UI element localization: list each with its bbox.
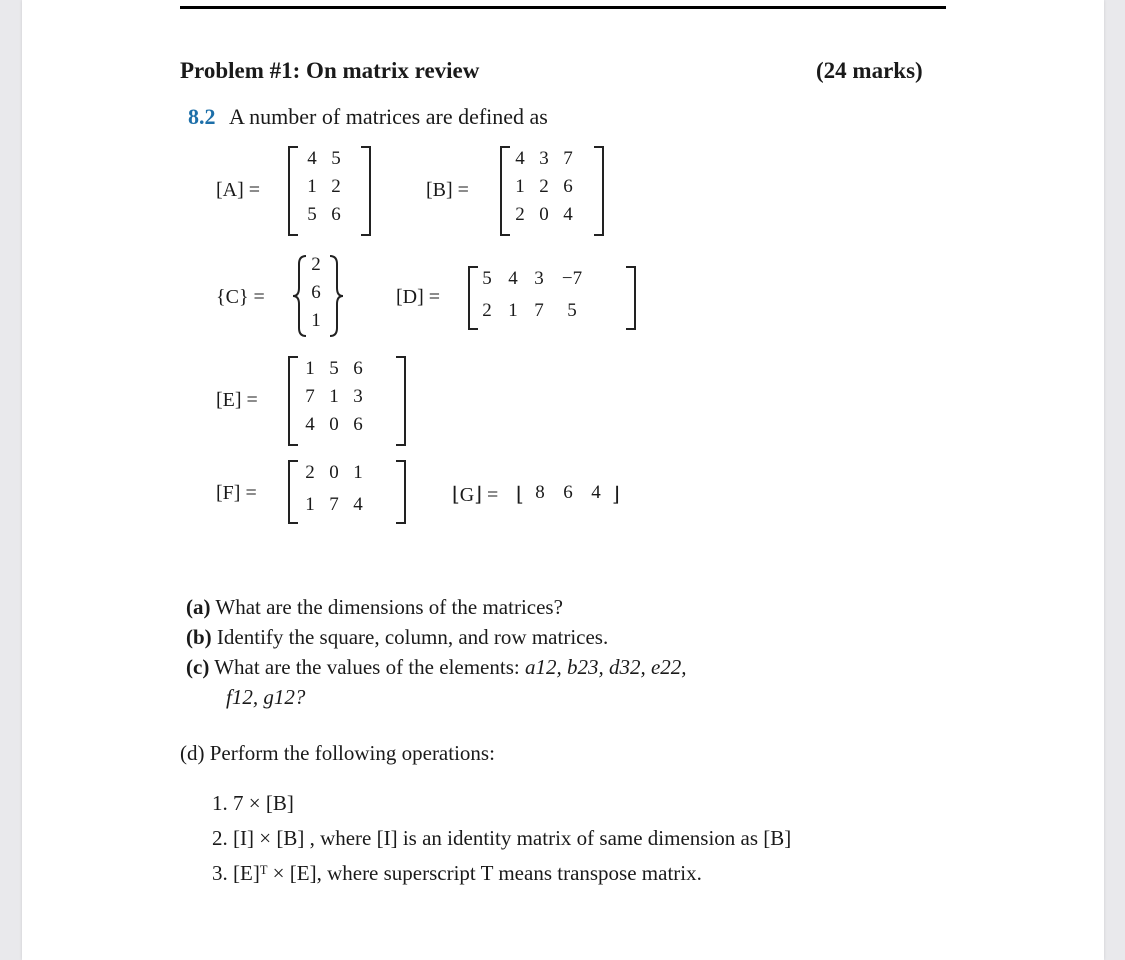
matrix-g-right-floor: ⌋	[612, 484, 620, 506]
matrix-row	[300, 148, 348, 170]
problem-title: Problem #1: On matrix review	[180, 58, 480, 83]
matrix-row	[298, 358, 370, 380]
matrix-cell: 4	[307, 148, 317, 169]
matrix-cell: 1	[307, 176, 317, 197]
matrix-a	[300, 148, 348, 226]
matrix-row	[300, 204, 348, 226]
matrix-cell: 6	[563, 482, 573, 503]
matrix-cell: 1	[305, 494, 315, 515]
matrix-cell: 1	[353, 462, 363, 483]
matrix-cell: 0	[329, 462, 339, 483]
matrix-cell: 3	[353, 386, 363, 407]
matrix-row	[508, 148, 580, 170]
part-c	[186, 652, 687, 682]
matrix-cell: 3	[539, 148, 549, 169]
matrix-f-left-bracket	[288, 460, 298, 524]
matrix-cell: 7	[534, 300, 544, 321]
matrix-cell: 1	[515, 176, 525, 197]
matrix-row	[474, 268, 592, 290]
matrix-g-left-floor: ⌊	[516, 484, 524, 506]
part-c-text: What are the values of the elements:	[214, 655, 520, 679]
matrix-cell: 2	[482, 300, 492, 321]
matrix-cell: 1	[329, 386, 339, 407]
matrix-b	[508, 148, 580, 226]
part-c-elements: a12, b23, d32, e22,	[524, 655, 687, 679]
part-a-label: (a)	[186, 595, 211, 619]
matrix-a-left-bracket	[288, 146, 298, 236]
part-d: (d) Perform the following operations:	[180, 741, 495, 765]
part-c-elements-continued: f12, g12?	[226, 685, 306, 709]
matrix-cell: 4	[563, 204, 573, 225]
question-intro: A number of matrices are defined as	[229, 104, 548, 129]
matrix-cell: 0	[539, 204, 549, 225]
part-b	[186, 622, 608, 652]
matrix-cell: 2	[539, 176, 549, 197]
question-number: 8.2	[188, 104, 216, 129]
matrix-f	[298, 462, 370, 516]
top-rule	[180, 6, 946, 9]
matrix-cell: 1	[311, 310, 321, 331]
part-b-label: (b)	[186, 625, 212, 649]
matrix-cell: 4	[508, 268, 518, 289]
matrix-cell: 5	[482, 268, 492, 289]
matrix-cell: 7	[329, 494, 339, 515]
matrix-g	[526, 482, 610, 504]
matrix-cell: 6	[353, 414, 363, 435]
matrix-row	[298, 462, 370, 484]
matrix-cell: 7	[305, 386, 315, 407]
matrix-d-right-bracket	[626, 266, 636, 330]
matrix-e-label: [E] =	[216, 389, 258, 411]
matrix-row	[298, 414, 370, 436]
matrix-cell: 2	[311, 254, 321, 275]
matrix-row	[508, 176, 580, 198]
matrix-cell: 4	[305, 414, 315, 435]
matrix-b-right-bracket	[594, 146, 604, 236]
matrix-e-left-bracket	[288, 356, 298, 446]
operations-list	[212, 786, 791, 891]
matrix-cell: 7	[563, 148, 573, 169]
question-line	[188, 104, 548, 130]
matrix-cell: 8	[535, 482, 545, 503]
document-page	[22, 0, 1104, 960]
matrix-cell: 6	[353, 358, 363, 379]
part-b-text: Identify the square, column, and row matrices.	[216, 625, 609, 649]
part-a	[186, 592, 563, 622]
matrix-cell: 0	[329, 414, 339, 435]
marks-label: (24 marks)	[816, 58, 923, 83]
matrix-cell: 6	[331, 204, 341, 225]
matrix-c-label: {C} =	[216, 286, 265, 308]
matrix-cell: −7	[561, 268, 583, 289]
matrix-c	[304, 254, 328, 332]
matrix-cell: 4	[591, 482, 601, 503]
matrix-cell: 5	[331, 148, 341, 169]
matrix-cell: 6	[311, 282, 321, 303]
matrix-cell: 2	[515, 204, 525, 225]
operation-item: 3. [E]ᵀ × [E], where superscript T means transpose matrix.	[212, 861, 702, 885]
matrix-row	[526, 482, 610, 504]
matrix-d	[474, 268, 592, 322]
matrix-cell: 4	[353, 494, 363, 515]
matrix-f-label: [F] =	[216, 482, 257, 504]
matrix-a-label: [A] =	[216, 179, 261, 201]
matrix-e	[298, 358, 370, 436]
matrix-cell: 2	[331, 176, 341, 197]
matrix-g-label: ⌊G⌋ =	[452, 484, 499, 506]
matrix-cell: 3	[534, 268, 544, 289]
matrix-e-right-bracket	[396, 356, 406, 446]
matrix-f-right-bracket	[396, 460, 406, 524]
matrix-c-right-brace	[328, 254, 344, 338]
matrix-row	[300, 176, 348, 198]
matrix-cell: 4	[515, 148, 525, 169]
matrix-a-right-bracket	[361, 146, 371, 236]
matrix-row	[474, 300, 592, 322]
matrix-row	[298, 494, 370, 516]
matrix-cell: 6	[563, 176, 573, 197]
part-a-text: What are the dimensions of the matrices?	[215, 595, 563, 619]
part-c-label: (c)	[186, 655, 210, 679]
matrix-cell: 5	[307, 204, 317, 225]
matrix-cell: 1	[305, 358, 315, 379]
matrix-row	[298, 386, 370, 408]
matrix-d-label: [D] =	[396, 286, 441, 308]
matrix-b-label: [B] =	[426, 179, 469, 201]
operation-item: 1. 7 × [B]	[212, 791, 294, 815]
operation-item: 2. [I] × [B] , where [I] is an identity matrix of same dimension as [B]	[212, 826, 792, 850]
matrix-cell: 2	[305, 462, 315, 483]
matrix-cell: 5	[329, 358, 339, 379]
matrix-cell: 5	[567, 300, 577, 321]
matrix-row	[508, 204, 580, 226]
matrix-cell: 1	[508, 300, 518, 321]
